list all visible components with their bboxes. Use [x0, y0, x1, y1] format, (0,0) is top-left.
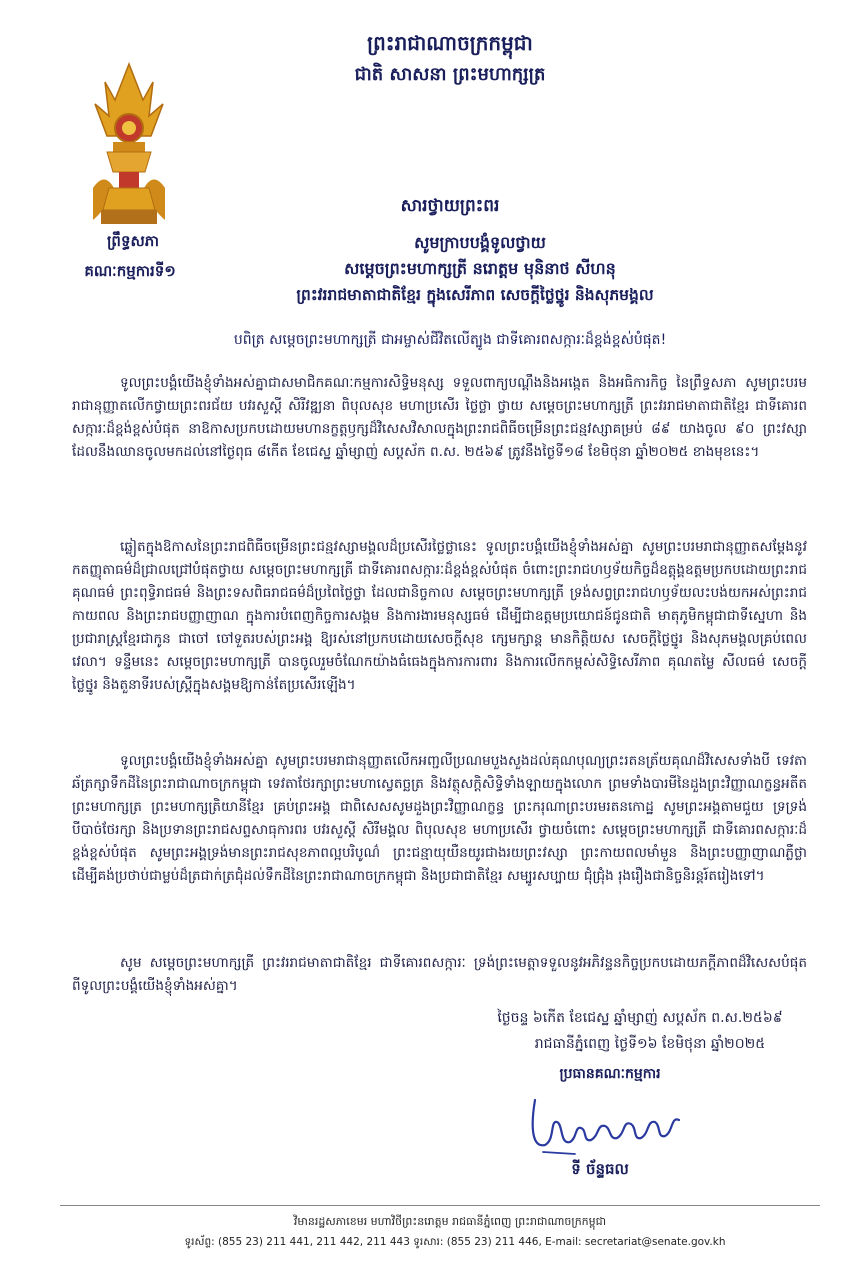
salutation: បពិត្រ សម្ដេចព្រះមហាក្សត្រី ជាអម្ចាស់ជីវិតលើត្បូង ជាទីគោរពសក្ការៈដ៏ខ្ពង់ខ្ពស់បំផុត! — [233, 332, 667, 348]
signer-name: ទី ច័ន្ទធល — [571, 1160, 629, 1178]
footer-divider — [60, 1205, 820, 1206]
national-motto: ជាតិ សាសនា ព្រះមហាក្សត្រ — [354, 64, 546, 85]
paragraph-1: ទូលព្រះបង្គំយើងខ្ញុំទាំងអស់គ្នាជាសមាជិកគណៈកម្មការសិទ្ធិមនុស្ស ទទួលពាក្យបណ្ដឹងនិងអង្កេត និងអធិការកិច្ច នៃព្រឹទ្ធសភា សូមព្រះបរមរាជានុញ្ញាតលើកថ្វាយព្រះពរជ័យ បវរសួស្ដី សិរីវឌ្ឍនា ពិបុលសុខ មហាប្រសើរ ថ្លៃថ្លា ថ្វាយ សម្ដេចព្រះមហាក្សត្រី ព្រះវររាជមាតាជាតិខ្មែរ ជាទីគោរពសក្ការៈដ៏ខ្ពង់ខ្ពស់បំផុត នាឱកាសប្រកបដោយមហានក្ខត្តឫក្សដ៏វិសេសវិសាលក្នុងព្រះរាជពិធីចម្រើនព្រះជន្មវស្សាគម្រប់ ៨៩ យាងចូល ៩០ ព្រះវស្សា ដែលនឹងឈានចូលមកដល់នៅថ្ងៃពុធ ៨កើត ខែជេស្ឋ ឆ្នាំម្សាញ់ សប្តស័ក ព.ស. ២៥៦៩ ត្រូវនឹងថ្ងៃទី១៨ ខែមិថុនា ឆ្នាំ២០២៥ ខាងមុខនេះ។ — [72, 375, 807, 460]
addressee-name: សម្ដេចព្រះមហាក្សត្រី នរោត្ដម មុនិនាថ សីហនុ — [344, 259, 616, 278]
signature-icon — [515, 1090, 695, 1160]
senate-emblem-icon — [85, 60, 173, 230]
document-title: សារថ្វាយព្រះពរ — [400, 196, 500, 216]
senate-label: ព្រឹទ្ធសភា — [106, 232, 160, 250]
paragraph-4: សូម សម្ដេចព្រះមហាក្សត្រី ព្រះវររាជមាតាជាតិខ្មែរ ជាទីគោរពសក្ការៈ ទ្រង់ព្រះមេត្តាទទួលនូវអភិវន្ទនកិច្ចប្រកបដោយភក្ដីភាពដ៏វិសេសបំផុត ពីទូលព្រះបង្គំយើងខ្ញុំទាំងអស់គ្នា។ — [72, 955, 807, 994]
paragraph-2: ឆ្លៀតក្នុងឱកាសនៃព្រះរាជពិធីចម្រើនព្រះជន្មវស្សាមង្គលដ៏ប្រសើរថ្លៃថ្លានេះ ទូលព្រះបង្គំយើងខ្ញុំទាំងអស់គ្នា សូមព្រះបរមរាជានុញ្ញាតសម្ដែងនូវកតញ្ញុតាធម៌ដ៏ជ្រាលជ្រៅបំផុតថ្វាយ សម្ដេចព្រះមហាក្សត្រី ជាទីគោរពសក្ការៈដ៏ខ្ពង់ខ្ពស់បំផុត ចំពោះព្រះរាជហឫទ័យកិច្ចដ៏ឧត្ដុង្គឧត្ដមប្រកបដោយព្រះរាជគុណធម៌ ព្រះពុទ្ធិរាជធម៌ និងព្រះទសពិធរាជធម៌ដ៏ប្រពៃថ្លៃថ្លា ដែលជានិច្ចកាល សម្ដេចព្រះមហាក្សត្រី ទ្រង់សព្វព្រះរាជហឫទ័យលះបង់យកអស់ព្រះរាជកាយពល និងព្រះរាជបញ្ញាញាណ ក្នុងការបំពេញកិច្ចការសង្គម និងការងារមនុស្សធម៌ ដើម្បីជាឧត្ដមប្រយោជន៍ជូនជាតិ មាតុភូមិកម្ពុជាជាទីស្នេហា និងប្រជារាស្ត្រខ្មែរជាកូន ជាចៅ ចៅទួតរបស់ព្រះអង្គ ឱ្យរស់នៅប្រកបដោយសេចក្ដីសុខ ក្សេមក្សាន្ដ មានកិត្តិយស សេចក្ដីថ្លៃថ្នូរ និងសុភមង្គលគ្រប់ពេលវេលា។ ទន្ទឹមនេះ សម្ដេចព្រះមហាក្សត្រី បានចូលរួមចំណែកយ៉ាងធំធេងក្នុងការការពារ និងការលើកកម្ពស់សិទ្ធិសេរីភាព គុណតម្លៃ សីលធម៌ សេចក្ដីថ្លៃថ្នូរ និងតួនាទីរបស់ស្ត្រីក្នុងសង្គមឱ្យកាន់តែប្រសើរឡើង។ — [72, 539, 807, 693]
lunar-date: ថ្ងៃចន្ទ ៦កើត ខែជេស្ឋ ឆ្នាំម្សាញ់ សប្តស័ក ព.ស.២៥៦៩ — [497, 1010, 783, 1026]
addressee-title: ព្រះវររាជមាតាជាតិខ្មែរ ក្នុងសេរីភាព សេចក្ដីថ្លៃថ្នូរ និងសុភមង្គល — [296, 286, 654, 304]
footer-address: វិមានរដ្ឋសភាខេមរ មហាវិថីព្រះនរោត្ដម រាជធានីភ្នំពេញ ព្រះរាជាណាចក្រកម្ពុជា — [293, 1215, 607, 1228]
address-line: សូមក្រាបបង្គំទូលថ្វាយ — [414, 233, 546, 252]
paragraph-3: ទូលព្រះបង្គំយើងខ្ញុំទាំងអស់គ្នា សូមព្រះបរមរាជានុញ្ញាតលើកអញ្ជលីប្រណមបួងសួងដល់គុណបុណ្យព្រះរតនត្រ័យគុណដ៏វិសេសទាំងបី ទេវតាឆ័ត្រក្សាទឹកដីនៃព្រះរាជាណាចក្រកម្ពុជា ទេវតាថែរក្សាព្រះមហាស្វេតច្ឆត្រ និងវត្ថុសក្តិសិទ្ធិទាំងឡាយក្នុងលោក ព្រមទាំងបារមីនៃដួងព្រះវិញ្ញាណក្ខន្ធអតីតព្រះមហាក្សត្រ ព្រះមហាក្សត្រិយានីខ្មែរ គ្រប់ព្រះអង្គ ជាពិសេសសូមដួងព្រះវិញ្ញាណក្ខន្ធ ព្រះករុណាព្រះបរមរតនកោដ្ឋ សូមព្រះអង្គតាមជួយ ទ្រទ្រង់បីបាច់ថែរក្សា និងប្រទានព្រះរាជសព្ទសាធុការពរ បវរសួស្ដី សិរីមង្គល ពិបុលសុខ មហាប្រសើរ ថ្វាយចំពោះ សម្ដេចព្រះមហាក្សត្រី ជាទីគោរពសក្ការៈដ៏ខ្ពង់ខ្ពស់បំផុត សូមព្រះអង្គទ្រង់មានព្រះរាជសុខភាពល្អបរិបូណ៌ ព្រះជន្មាយុយឺនយូរជាងរយព្រះវស្សា ព្រះកាយពលមាំមួន និងព្រះបញ្ញាញាណភ្លឺថ្លា ដើម្បីគង់ប្រថាប់ជាម្លប់ដ៏ត្រជាក់ត្រជុំដល់ទឹកដីនៃព្រះរាជាណាចក្រកម្ពុជា និងប្រជាជាតិខ្មែរ សម្បូរសប្បាយ ជុំជ្រុំង រុងរឿងជានិច្ចនិរន្ដរ៍តរៀងទៅ។ — [72, 753, 807, 884]
solar-date: រាជធានីភ្នំពេញ ថ្ងៃទី១៦ ខែមិថុនា ឆ្នាំ២០២៥ — [534, 1036, 766, 1052]
footer-contact: ទូរស័ព្ទ: (855 23) 211 441, 211 442, 211 443 ទូរសារ: (855 23) 211 446, E-mail: secretariat@senate.gov.kh — [184, 1236, 726, 1248]
commission-label: គណៈកម្មការទី១ — [84, 262, 176, 280]
kingdom-heading: ព្រះរាជាណាចក្រកម្ពុជា — [367, 31, 533, 55]
signer-title: ប្រធានគណៈកម្មការ — [559, 1066, 661, 1082]
